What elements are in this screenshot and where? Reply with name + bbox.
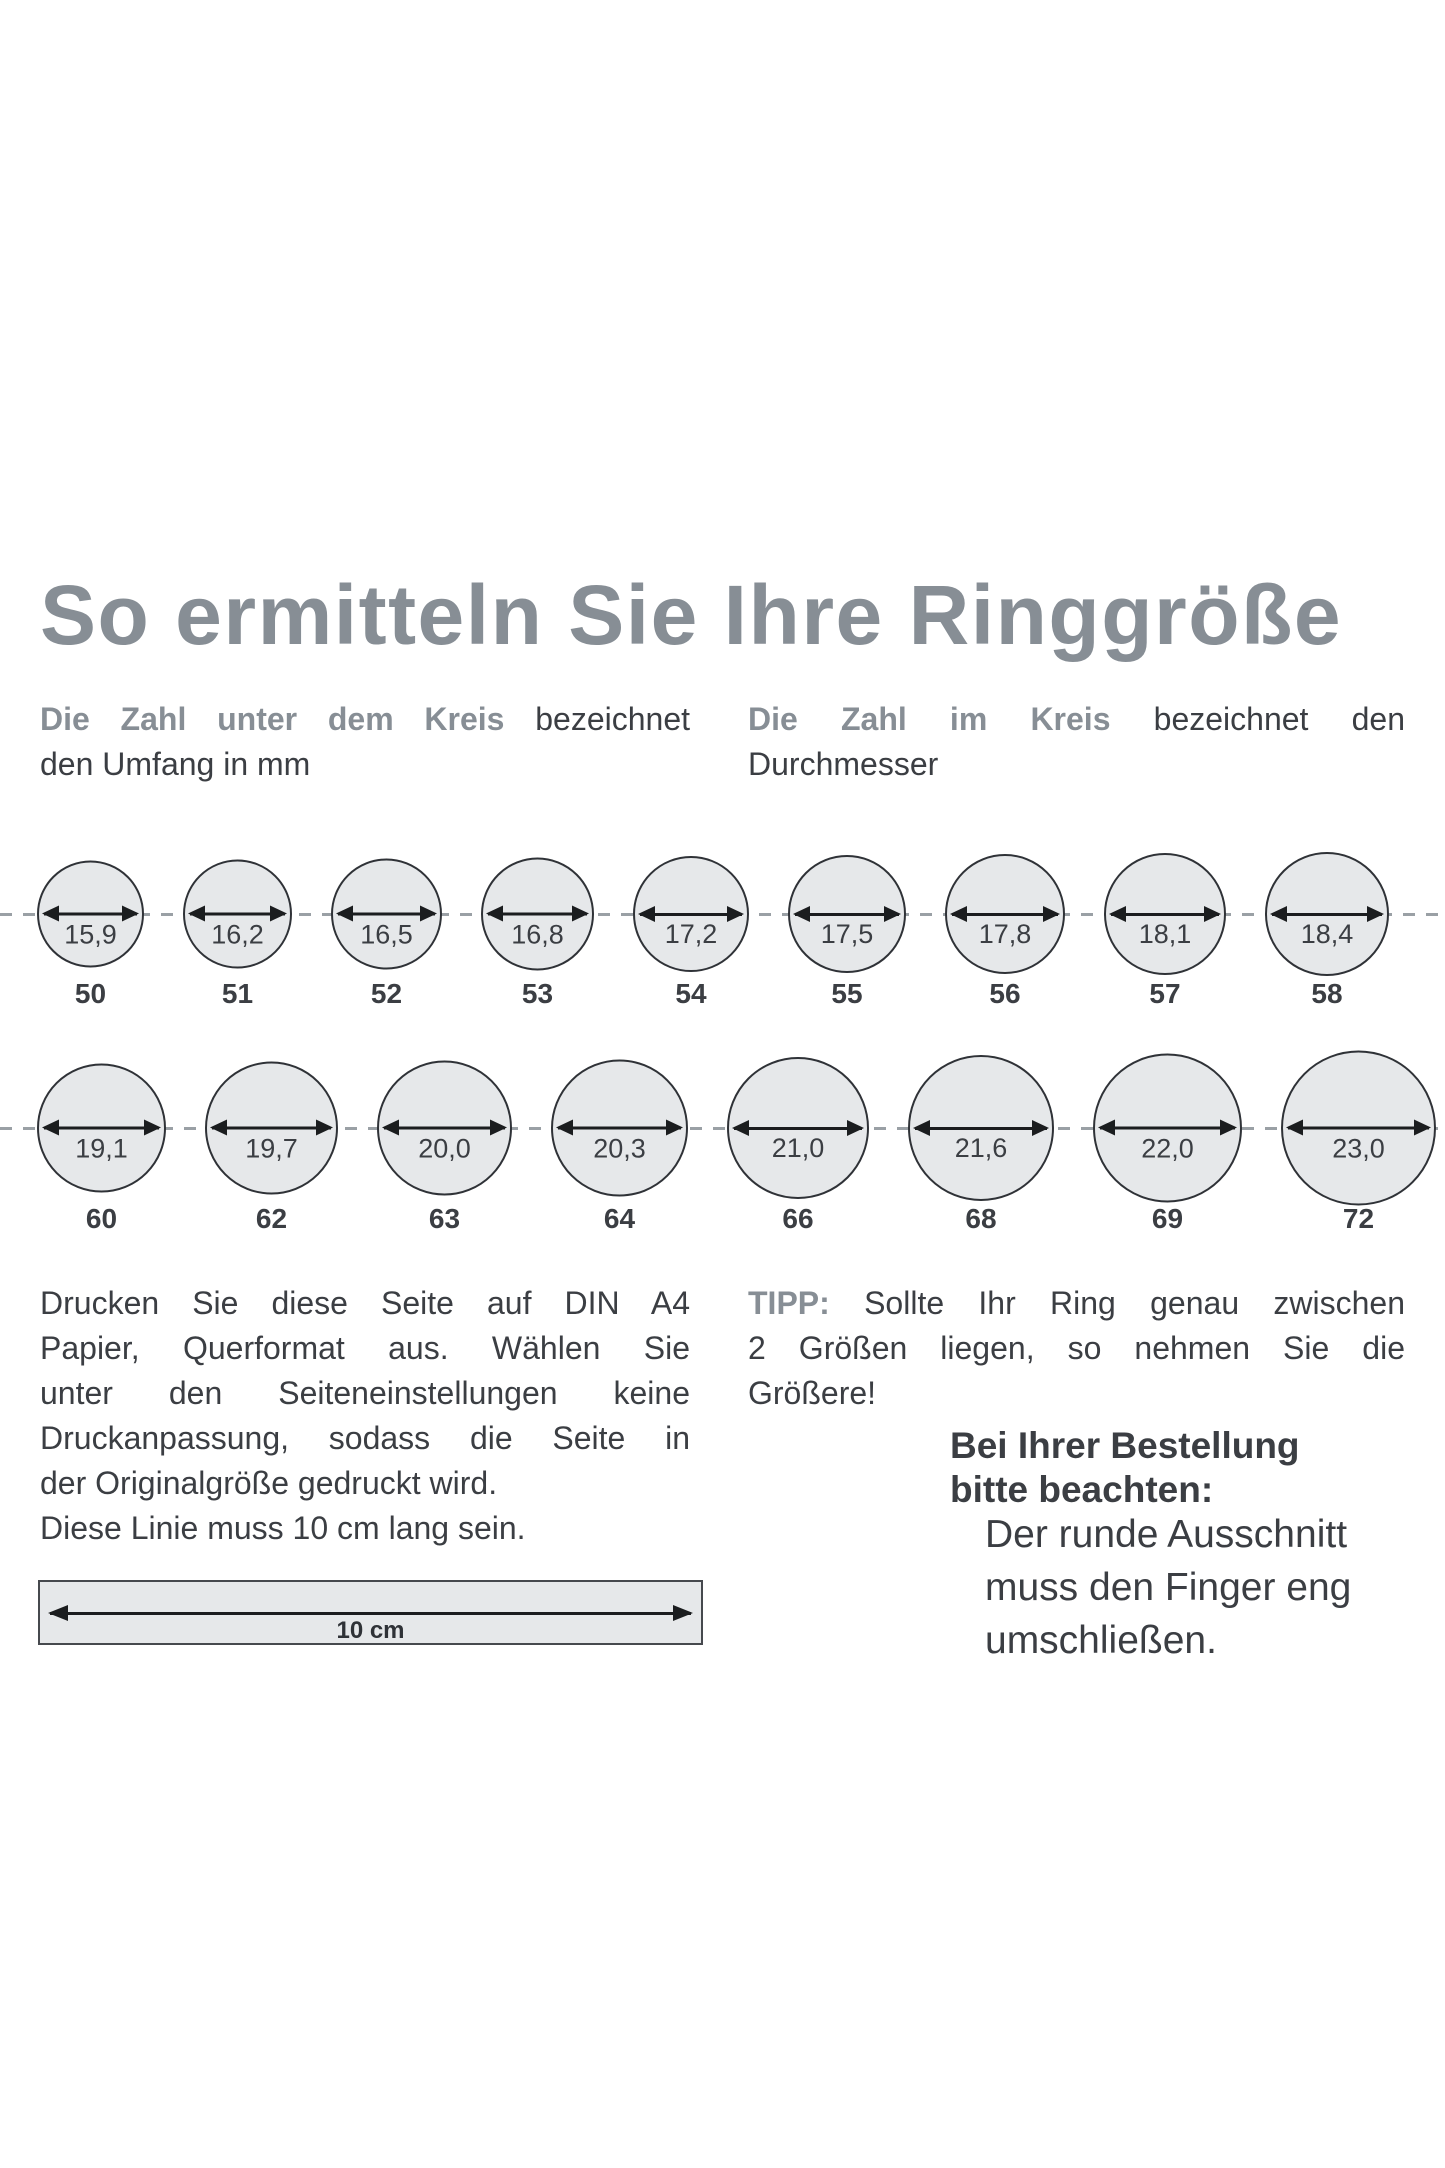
ruler-label: 10 cm	[336, 1617, 405, 1644]
print-instructions-line: Druckanpassung, sodass die Seite in	[40, 1420, 690, 1456]
diameter-arrow-icon	[640, 913, 742, 916]
diameter-arrow-icon	[558, 1127, 681, 1130]
diameter-arrow-icon	[384, 1127, 505, 1130]
diameter-arrow-icon	[915, 1127, 1047, 1130]
diameter-arrow-icon	[795, 913, 899, 916]
intro-rest: bezeichnet den	[1153, 701, 1405, 737]
ring-size-label: 56	[989, 978, 1021, 1009]
diameter-label: 16,8	[511, 919, 564, 949]
diameter-arrow-icon	[1288, 1127, 1429, 1130]
ring-circle	[37, 861, 144, 968]
ring-size-label: 55	[831, 978, 863, 1009]
diameter-arrow-icon	[190, 913, 285, 916]
ring-size-label: 62	[255, 1203, 288, 1234]
print-instructions-line: Drucken Sie diese Seite auf DIN A4	[40, 1285, 690, 1321]
ring-circle	[1265, 852, 1389, 976]
ring-size-label: 72	[1342, 1203, 1375, 1234]
diameter-label: 21,6	[954, 1133, 1008, 1163]
ring-size-cell	[481, 828, 594, 1009]
ring-circle	[1093, 1054, 1242, 1203]
ring-size-cell	[377, 1035, 512, 1234]
ring-size-cell	[1104, 828, 1226, 1009]
diameter-arrow-icon	[338, 913, 435, 916]
circle-group	[37, 1035, 1436, 1234]
diameter-label: 17,2	[664, 919, 718, 949]
ring-size-label: 60	[85, 1203, 118, 1234]
intro-line	[40, 697, 690, 742]
intro-line: den Umfang in mm	[40, 746, 311, 782]
ring-size-cell	[908, 1035, 1054, 1234]
intro-highlight: Die Zahl im Kreis	[748, 701, 1111, 737]
diameter-label: 19,1	[75, 1133, 128, 1163]
ring-size-cell	[1265, 828, 1389, 1009]
diameter-label: 16,2	[211, 919, 264, 949]
ring-circle	[908, 1055, 1054, 1201]
diameter-arrow-icon	[212, 1127, 331, 1130]
intro-highlight: Die Zahl unter dem Kreis	[40, 701, 505, 737]
print-instructions-line: unter den Seiteneinstellungen keine	[40, 1375, 690, 1411]
ring-size-cell	[551, 1035, 688, 1234]
diameter-label: 18,1	[1138, 919, 1192, 949]
diameter-label: 20,3	[593, 1133, 646, 1163]
ring-size-row-2	[0, 1035, 1445, 1234]
ring-size-label: 57	[1149, 978, 1181, 1009]
ring-size-label: 53	[521, 978, 554, 1009]
ring-size-cell	[788, 828, 906, 1009]
ring-circle	[945, 854, 1065, 974]
ring-size-cell	[205, 1035, 338, 1234]
ring-circle	[633, 856, 749, 972]
diameter-label: 23,0	[1332, 1133, 1385, 1163]
ring-size-label: 68	[965, 1203, 997, 1234]
diameter-label: 20,0	[418, 1133, 471, 1163]
tip-line: 2 Größen liegen, so nehmen Sie die	[748, 1330, 1405, 1366]
ring-circle	[205, 1062, 338, 1195]
intro-diameter-note	[748, 697, 1405, 787]
circle-group	[37, 828, 1389, 1009]
diameter-label: 17,8	[978, 919, 1032, 949]
ring-circle	[183, 860, 292, 969]
ring-size-cell	[183, 828, 292, 1009]
ring-circle	[481, 858, 594, 971]
intro-rest: bezeichnet	[535, 701, 691, 737]
ring-circle	[37, 1064, 166, 1193]
ring-circle	[377, 1061, 512, 1196]
diameter-arrow-icon	[44, 913, 137, 916]
ruler-arrow-icon	[50, 1612, 691, 1615]
ring-size-label: 64	[603, 1203, 636, 1234]
ring-size-label: 69	[1151, 1203, 1184, 1234]
ring-size-cell	[1093, 1035, 1242, 1234]
tip-note	[748, 1281, 1405, 1416]
ring-size-row-1	[0, 828, 1445, 1009]
ring-size-label: 50	[74, 978, 107, 1009]
diameter-label: 22,0	[1141, 1133, 1194, 1163]
diameter-arrow-icon	[1100, 1127, 1235, 1130]
tip-line	[748, 1281, 1405, 1326]
print-instructions	[40, 1281, 690, 1551]
print-instructions-line: Diese Linie muss 10 cm lang sein.	[40, 1510, 526, 1546]
order-note-heading: Bei Ihrer Bestellung bitte beachten:	[950, 1425, 1300, 1510]
intro-line: Durchmesser	[748, 746, 939, 782]
ring-size-label: 66	[782, 1203, 814, 1234]
intro-line	[748, 697, 1405, 742]
ring-size-cell	[37, 828, 144, 1009]
ring-size-cell	[37, 1035, 166, 1234]
diameter-arrow-icon	[1111, 913, 1219, 916]
ring-size-cell	[945, 828, 1065, 1009]
diameter-label: 21,0	[771, 1133, 825, 1163]
ring-size-label: 58	[1311, 978, 1343, 1009]
diameter-label: 17,5	[820, 919, 874, 949]
diameter-arrow-icon	[44, 1127, 159, 1130]
ring-circle	[727, 1057, 869, 1199]
ring-circle	[1104, 853, 1226, 975]
print-instructions-line: der Originalgröße gedruckt wird.	[40, 1465, 498, 1501]
ring-circle	[331, 859, 442, 970]
ring-size-cell	[1281, 1035, 1436, 1234]
diameter-arrow-icon	[734, 1127, 862, 1130]
order-note-body: Der runde Ausschnitt muss den Finger eng umschließen.	[985, 1513, 1352, 1662]
ring-size-cell	[633, 828, 749, 1009]
ring-circle	[1281, 1051, 1436, 1206]
page-title: So ermitteln Sie Ihre Ringgröße	[40, 568, 1343, 662]
diameter-arrow-icon	[1272, 913, 1382, 916]
diameter-label: 15,9	[64, 919, 117, 949]
tip-line: Größere!	[748, 1375, 877, 1411]
ring-size-label: 63	[428, 1203, 461, 1234]
ring-size-label: 52	[370, 978, 403, 1009]
ring-size-cell	[727, 1035, 869, 1234]
tip-text: Sollte Ihr Ring genau zwischen	[864, 1285, 1406, 1321]
diameter-label: 19,7	[245, 1133, 298, 1163]
ten-cm-ruler	[38, 1580, 703, 1645]
diameter-label: 18,4	[1300, 919, 1354, 949]
diameter-label: 16,5	[360, 919, 413, 949]
diameter-arrow-icon	[488, 913, 587, 916]
ring-size-label: 54	[675, 978, 707, 1009]
ring-circle	[551, 1060, 688, 1197]
print-instructions-line: Papier, Querformat aus. Wählen Sie	[40, 1330, 690, 1366]
ring-size-label: 51	[221, 978, 254, 1009]
ring-size-cell	[331, 828, 442, 1009]
tip-label: TIPP:	[748, 1285, 830, 1321]
diameter-arrow-icon	[952, 913, 1058, 916]
intro-circumference-note	[40, 697, 690, 787]
ring-circle	[788, 855, 906, 973]
